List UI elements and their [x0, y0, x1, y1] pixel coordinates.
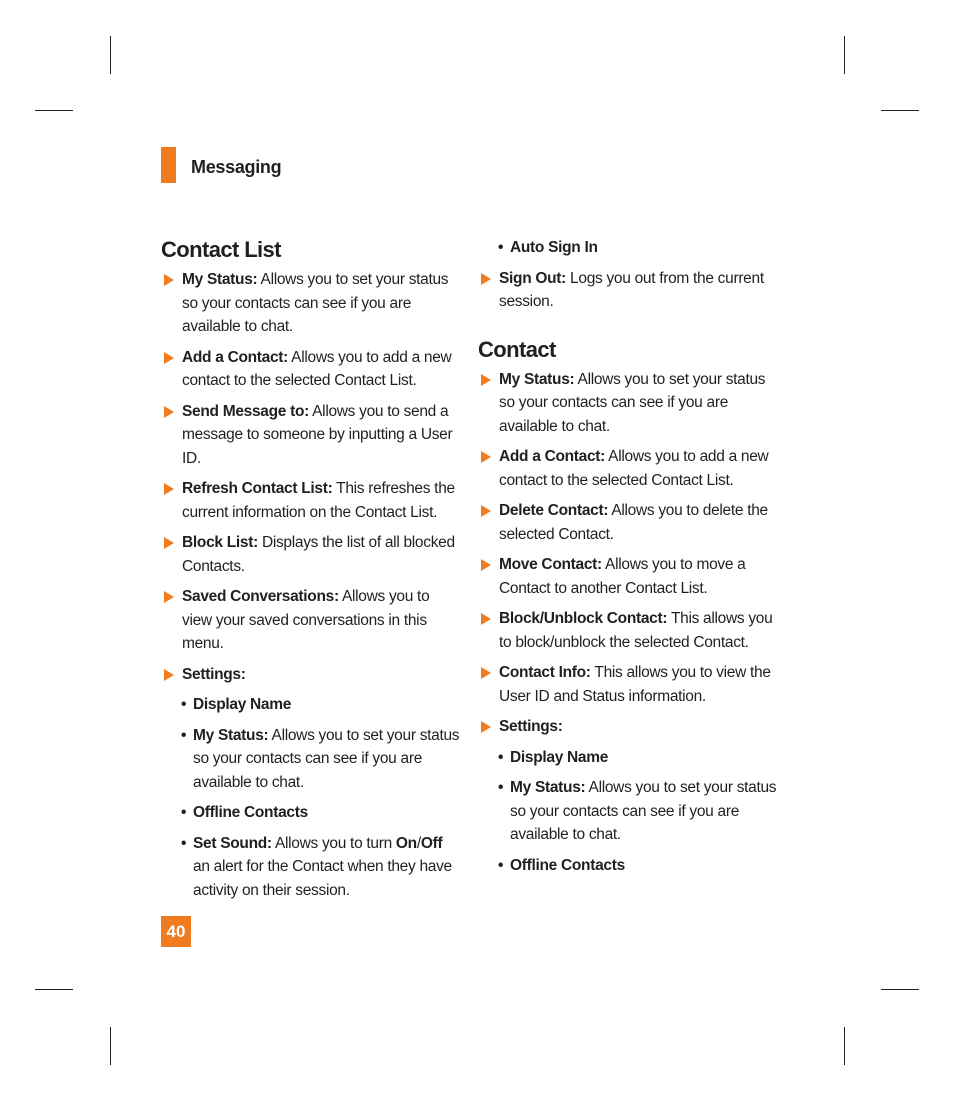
crop-mark-bottom-right-v [844, 1027, 845, 1065]
sub-item-label: Set Sound: [193, 834, 272, 852]
item-label: Move Contact: [499, 556, 602, 573]
item-label: Block/Unblock Contact: [499, 610, 668, 627]
list-item [478, 661, 778, 708]
bullet-icon: • [498, 779, 504, 796]
list-item [161, 585, 461, 656]
sub-item-label: My Status: [193, 726, 269, 744]
sub-item-label: Offline Contacts [510, 856, 625, 874]
bullet-icon: • [181, 696, 187, 713]
list-item [161, 477, 461, 524]
bullet-icon: • [498, 239, 504, 256]
bullet-icon: • [181, 834, 187, 852]
triangle-right-icon [481, 721, 491, 733]
section-title: Messaging [191, 157, 282, 177]
off-label: Off [420, 834, 443, 852]
item-text: This allows you to block/unblock the selected Contact. [499, 610, 773, 651]
list-item [161, 268, 461, 339]
triangle-right-icon [164, 352, 174, 364]
triangle-right-icon [481, 273, 491, 285]
triangle-right-icon [481, 613, 491, 625]
item-label: Add a Contact: [182, 348, 289, 366]
triangle-right-icon [481, 374, 491, 386]
item-label: Sign Out: [499, 269, 567, 287]
bullet-icon: • [498, 748, 504, 766]
triangle-right-icon [164, 537, 174, 549]
item-label: Settings: [182, 665, 246, 683]
sub-item-text: an alert for the Contact when they have activity on their session. [193, 858, 452, 899]
item-label: Send Message to: [182, 402, 309, 420]
sub-item [478, 776, 778, 847]
item-label: My Status: [499, 370, 575, 388]
sub-item-text: Allows you to turn [271, 834, 396, 852]
item-text: Allows you to delete the selected Contact. [499, 502, 768, 543]
item-label: Delete Contact: [499, 502, 609, 519]
list-item [161, 531, 461, 578]
item-label: Refresh Contact List: [182, 480, 333, 497]
list-item [478, 715, 778, 739]
triangle-right-icon [164, 483, 174, 495]
item-text: This refreshes the current information on the Contact List. [182, 480, 455, 521]
crop-mark-bottom-right-h [881, 989, 919, 990]
item-text: Allows you to send a message to someone by inputting a User ID. [182, 402, 453, 467]
crop-mark-top-right-h [881, 110, 919, 111]
sub-item-auto-sign-in [478, 236, 778, 260]
sub-item-text: Allows you to set your status so your contacts can see if you are available to chat. [510, 779, 777, 843]
contact-heading: Contact [478, 336, 556, 362]
crop-mark-top-right-v [844, 36, 845, 74]
triangle-right-icon [164, 274, 174, 286]
slash: / [416, 834, 421, 852]
triangle-right-icon [481, 667, 491, 679]
item-label: Add a Contact: [499, 448, 606, 465]
sub-item [478, 746, 778, 770]
item-text: Displays the list of all blocked Contacts. [182, 534, 455, 575]
item-label: Contact Info: [499, 664, 591, 681]
right-column [478, 236, 778, 884]
sub-item [161, 724, 461, 795]
list-item [161, 663, 461, 687]
crop-mark-bottom-left-v [110, 1027, 111, 1065]
sub-item-set-sound [161, 832, 461, 903]
item-text: Allows you to add a new contact to the selected Contact List. [499, 448, 769, 489]
item-label: Saved Conversations: [182, 588, 339, 605]
list-item-sign-out [478, 267, 778, 314]
list-item [478, 553, 778, 600]
crop-mark-bottom-left-h [35, 989, 73, 990]
sub-item-label: Auto Sign In [510, 239, 598, 256]
sub-item-label: Display Name [510, 748, 609, 766]
bullet-icon: • [181, 804, 187, 821]
sub-item-label: Display Name [193, 696, 292, 713]
list-item [478, 607, 778, 654]
triangle-right-icon [164, 669, 174, 681]
item-text: This allows you to view the User ID and Status information. [499, 664, 771, 705]
list-item [478, 499, 778, 546]
item-text: Allows you to add a new contact to the selected Contact List. [182, 348, 452, 389]
sub-item-label: My Status: [510, 779, 586, 796]
triangle-right-icon [164, 406, 174, 418]
section-marker [161, 147, 176, 183]
sub-item [161, 693, 461, 717]
item-label: Settings: [499, 718, 563, 735]
left-column [161, 236, 461, 909]
item-text: Allows you to set your status so your contacts can see if you are available to chat. [499, 370, 766, 435]
bullet-icon: • [181, 726, 187, 744]
item-text: Allows you to set your status so your contacts can see if you are available to chat. [182, 271, 449, 335]
item-label: Block List: [182, 534, 258, 551]
list-item [161, 400, 461, 471]
crop-mark-top-left-v [110, 36, 111, 74]
item-text: Allows you to view your saved conversations in this menu. [182, 588, 430, 652]
on-label: On [395, 834, 417, 852]
triangle-right-icon [481, 451, 491, 463]
sub-item [478, 854, 778, 878]
item-text: Logs you out from the current session. [499, 269, 764, 310]
contact-list-heading: Contact List [161, 237, 281, 262]
crop-mark-top-left-h [35, 110, 73, 111]
list-item [478, 368, 778, 439]
page-number: 40 [161, 916, 191, 947]
triangle-right-icon [164, 591, 174, 603]
list-item [161, 346, 461, 393]
triangle-right-icon [481, 505, 491, 517]
sub-item [161, 801, 461, 825]
item-text: Allows you to move a Contact to another Contact List. [499, 556, 746, 597]
list-item [478, 445, 778, 492]
bullet-icon: • [498, 856, 504, 874]
triangle-right-icon [481, 559, 491, 571]
sub-item-label: Offline Contacts [193, 804, 308, 821]
sub-item-text: Allows you to set your status so your contacts can see if you are available to chat. [193, 726, 460, 791]
item-label: My Status: [182, 271, 258, 288]
